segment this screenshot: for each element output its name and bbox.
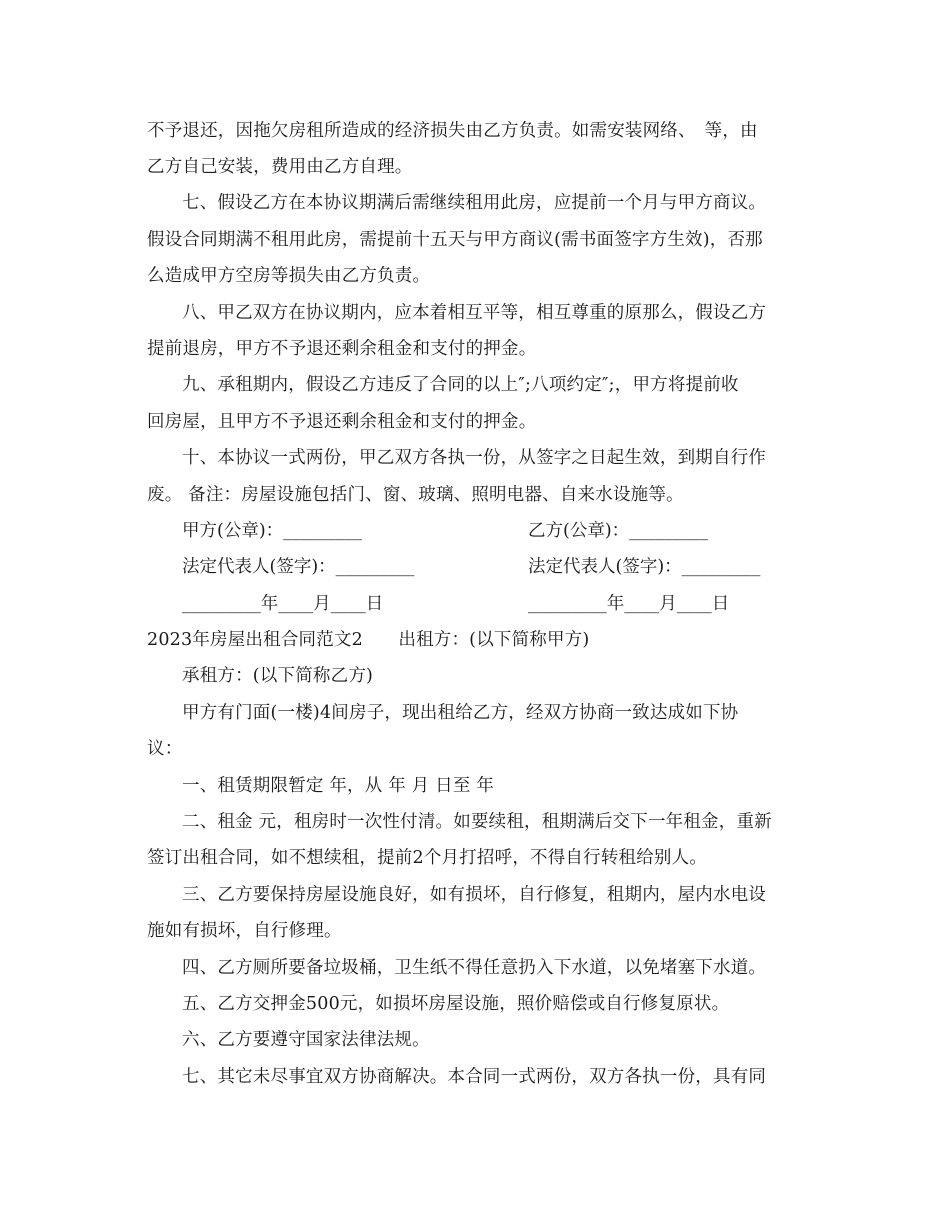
party-b-seal: 乙方(公章)：_________	[528, 521, 708, 541]
text-line: 回房屋，且甲方不予退还剩余租金和支付的押金。	[147, 412, 537, 432]
section-heading: 2023年房屋出租合同范文2 出租方：(以下简称甲方)	[147, 630, 590, 650]
text-line: 议：	[147, 739, 183, 759]
text-line: 么造成甲方空房等损失由乙方负责。	[147, 266, 431, 286]
party-b-date: _________年____月____日	[528, 594, 730, 614]
text-line: 七、其它未尽事宜双方协商解决。本合同一式两份，双方各执一份，具有同	[182, 1067, 767, 1087]
party-a-representative: 法定代表人(签字)：_________	[182, 557, 415, 577]
party-a-seal: 甲方(公章)：_________	[182, 521, 362, 541]
text-line: 废。 备注：房屋设施包括门、窗、玻璃、照明电器、自来水设施等。	[147, 485, 684, 505]
text-line: 十、本协议一式两份，甲乙双方各执一份，从签字之日起生效，到期自行作	[182, 448, 767, 468]
text-line: 施如有损坏，自行修理。	[147, 921, 342, 941]
party-a-date: _________年____月____日	[182, 594, 384, 614]
party-b-representative: 法定代表人(签字)：_________	[528, 557, 761, 577]
text-line: 签订出租合同，如不想续租，提前2个月打招呼，不得自行转租给别人。	[147, 848, 708, 868]
text-line: 不予退还，因拖欠房租所造成的经济损失由乙方负责。如需安装网络、 等，由	[147, 121, 758, 141]
text-line: 七、假设乙方在本协议期满后需继续租用此房，应提前一个月与甲方商议。	[182, 193, 767, 213]
text-line: 假设合同期满不租用此房，需提前十五天与甲方商议(需书面签字方生效)，否那	[147, 230, 763, 250]
text-line: 一、租赁期限暂定 年，从 年 月 日至 年	[182, 776, 495, 796]
text-line: 乙方自己安装，费用由乙方自理。	[147, 157, 413, 177]
text-line: 九、承租期内，假设乙方违反了合同的以上″;八项约定″;，甲方将提前收	[182, 375, 739, 395]
text-line: 提前退房，甲方不予退还剩余租金和支付的押金。	[147, 339, 537, 359]
text-line: 四、乙方厕所要备垃圾桶，卫生纸不得任意扔入下水道，以免堵塞下水道。	[182, 958, 767, 978]
text-line: 甲方有门面(一楼)4间房子，现出租给乙方，经双方协商一致达成如下协	[182, 703, 739, 723]
text-line: 五、乙方交押金500元，如损坏房屋设施，照价赔偿或自行修复原状。	[182, 994, 730, 1014]
text-line: 八、甲乙双方在协议期内，应本着相互平等，相互尊重的原那么，假设乙方	[182, 303, 767, 323]
text-line: 承租方：(以下简称乙方)	[182, 666, 374, 686]
text-line: 二、租金 元，租房时一次性付清。如要续租，租期满后交下一年租金，重新	[182, 812, 772, 832]
text-line: 三、乙方要保持房屋设施良好，如有损坏，自行修复，租期内，屋内水电设	[182, 885, 767, 905]
text-line: 六、乙方要遵守国家法律法规。	[182, 1030, 430, 1050]
